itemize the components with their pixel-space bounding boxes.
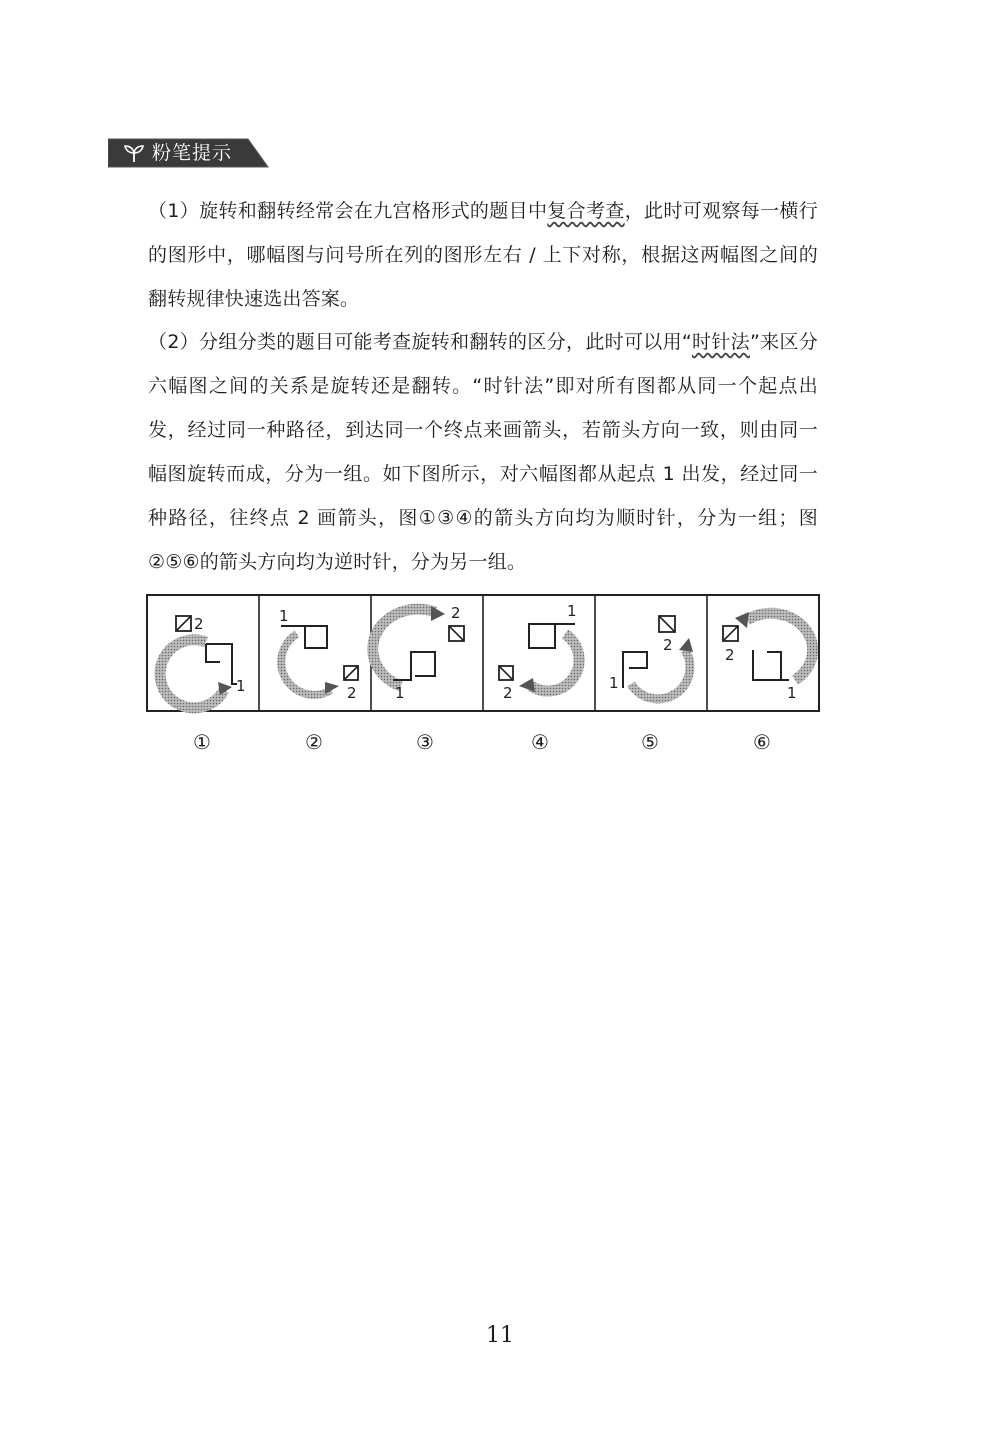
step-shape <box>529 624 555 648</box>
paragraph2-text-after: ”来区分六幅图之间的关系是旋转还是翻转。“时针法”即对所有图都从同一个起点出发，经过同一种路径，到达同一个终点来画箭头，若箭头方向一致，则由同一幅图旋转而成，分为一组。如下图所示，对六幅图都从起点 1 出发，经过同一种路径，往终点 2 画箭头，图①③④的箭头方向均为顺时针，分为一组；图②⑤⑥的箭头方向均为逆时针，分为另一组。 <box>148 331 818 573</box>
paragraph-rotation-tip <box>148 189 818 321</box>
panel-6 <box>723 612 813 702</box>
panel-1 <box>160 615 245 708</box>
start-label: 1 <box>567 602 577 620</box>
caption-4: ④ <box>531 730 549 754</box>
caption-1: ① <box>193 730 211 754</box>
paragraph1-emphasis: 复合考查 <box>547 200 625 222</box>
end-label: 2 <box>194 615 204 633</box>
arrow-head <box>679 638 693 652</box>
start-label: 1 <box>787 684 797 702</box>
panel-5 <box>609 616 693 699</box>
step-shape <box>206 644 237 684</box>
paragraph2-text-before: （2）分组分类的题目可能考查旋转和翻转的区分，此时可以用“ <box>148 331 692 353</box>
step-shape <box>393 652 435 680</box>
step-shape <box>753 650 781 680</box>
tip-label: 粉笔提示 <box>152 142 233 164</box>
caption-2: ② <box>305 730 323 754</box>
step-shape <box>206 644 220 662</box>
tip-banner <box>108 137 270 169</box>
panel-3 <box>373 604 464 702</box>
arrow-head <box>519 678 535 692</box>
start-label: 1 <box>609 674 619 692</box>
paragraph1-text-after: ，此时可观察每一横行的图形中，哪幅图与问号所在列的图形左右 / 上下对称，根据这两幅图之间的翻转规律快速选出答案。 <box>148 200 818 310</box>
caption-6: ⑥ <box>753 730 771 754</box>
caption-5: ⑤ <box>641 730 659 754</box>
page-number: 11 <box>486 1323 514 1348</box>
counterclockwise-arrow <box>631 650 690 699</box>
end-label: 2 <box>725 646 735 664</box>
end-label: 2 <box>663 636 673 654</box>
paragraph-clock-method <box>148 320 818 584</box>
paragraph1-text-before: （1）旋转和翻转经常会在九宫格形式的题目中 <box>148 200 548 222</box>
start-label: 1 <box>395 684 405 702</box>
end-label: 2 <box>451 604 461 622</box>
end-label: 2 <box>503 684 513 702</box>
start-label: 1 <box>236 677 246 695</box>
panel-4 <box>499 602 579 702</box>
clock-method-figure <box>146 594 820 714</box>
counterclockwise-arrow <box>747 613 813 680</box>
clockwise-arrow <box>373 609 435 686</box>
step-shape <box>305 626 327 648</box>
panel-2 <box>279 607 358 702</box>
start-label: 1 <box>279 607 289 625</box>
arrow-head <box>431 606 445 621</box>
paragraph2-emphasis: 时针法 <box>691 331 750 353</box>
counterclockwise-arrow <box>281 634 331 695</box>
caption-3: ③ <box>416 730 434 754</box>
clockwise-arrow <box>160 640 224 708</box>
end-label: 2 <box>347 684 357 702</box>
